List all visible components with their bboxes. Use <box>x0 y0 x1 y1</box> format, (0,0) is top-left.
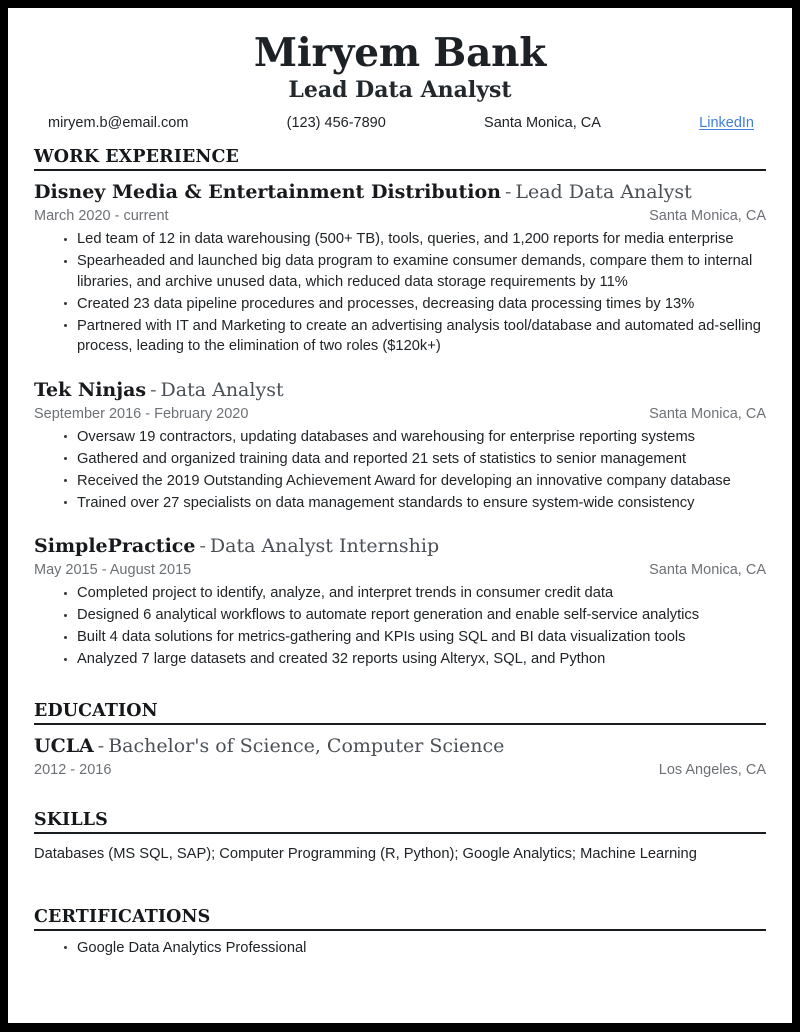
contact-linkedin-link[interactable]: LinkedIn <box>699 115 754 131</box>
list-item: Built 4 data solutions for metrics-gathering and KPIs using SQL and BI data visualization tools <box>64 627 766 648</box>
list-item: Designed 6 analytical workflows to automate report generation and enable self-service analytics <box>64 605 766 626</box>
list-item: Completed project to identify, analyze, and interpret trends in consumer credit data <box>64 583 766 604</box>
work-entry-dates: May 2015 - August 2015 <box>34 562 192 578</box>
section-heading-work-experience: WORK EXPERIENCE <box>34 147 766 171</box>
list-item: Oversaw 19 contractors, updating databases and warehousing for enterprise reporting systems <box>64 427 766 448</box>
work-entry-location: Santa Monica, CA <box>649 562 766 578</box>
section-education <box>34 701 766 780</box>
work-entry-title-line <box>34 534 766 559</box>
section-certifications <box>34 907 766 959</box>
contact-location: Santa Monica, CA <box>484 115 601 131</box>
list-item: Received the 2019 Outstanding Achievement Award for developing an innovative company database <box>64 471 766 492</box>
section-heading-education: EDUCATION <box>34 701 766 725</box>
work-entry-organization: SimplePractice <box>34 535 196 557</box>
list-item: Created 23 data pipeline procedures and processes, decreasing data processing times by 13% <box>64 294 766 315</box>
work-entry <box>34 534 766 670</box>
work-entry-separator: - <box>504 181 512 203</box>
section-work-experience <box>34 147 766 670</box>
list-item: Trained over 27 specialists on data management standards to ensure system-wide consistency <box>64 493 766 514</box>
education-entry-dates: 2012 - 2016 <box>34 761 112 778</box>
list-item: Led team of 12 in data warehousing (500+ TB), tools, queries, and 1,200 reports for media enterprise <box>64 229 766 250</box>
education-entry-title-line <box>34 734 766 759</box>
work-entry-location: Santa Monica, CA <box>649 405 766 422</box>
list-item: Google Data Analytics Professional <box>64 938 766 959</box>
work-entry-organization: Disney Media & Entertainment Distribution <box>34 181 501 203</box>
work-entry-role: Lead Data Analyst <box>515 181 692 203</box>
work-entry-role: Data Analyst <box>160 378 284 401</box>
work-entry-title-line <box>34 378 766 403</box>
education-entry-separator: - <box>97 734 105 757</box>
education-entry <box>34 734 766 780</box>
work-entry-title-line <box>34 180 766 205</box>
work-entry-separator: - <box>199 535 206 557</box>
education-entry-location: Los Angeles, CA <box>658 761 766 778</box>
work-entry-meta <box>34 404 766 424</box>
work-entry-bullets <box>34 229 766 357</box>
contact-phone[interactable]: (123) 456-7890 <box>286 115 386 131</box>
work-entry-meta <box>34 206 766 226</box>
skills-list-text: Databases (MS SQL, SAP); Computer Programming (R, Python); Google Analytics; Machine Learning <box>34 845 697 862</box>
header-job-title: Lead Data Analyst <box>288 77 512 103</box>
certifications-bullets <box>34 938 766 959</box>
work-entry <box>34 180 766 357</box>
work-entry-dates: March 2020 - current <box>34 208 169 224</box>
work-entry-location: Santa Monica, CA <box>649 208 766 224</box>
resume-page <box>8 8 792 1023</box>
education-entry-meta <box>34 760 766 780</box>
contact-row <box>34 115 766 131</box>
list-item: Spearheaded and launched big data program to examine consumer demands, compare them to internal libraries, and archive unused data, which reduced data storage requirements by 11% <box>64 251 766 292</box>
work-entry-organization: Tek Ninjas <box>34 378 147 401</box>
list-item: Partnered with IT and Marketing to create an advertising analysis tool/database and automated ad-selling process, leading to the elimination of two roles ($120k+) <box>64 316 766 357</box>
work-entry <box>34 378 766 514</box>
work-entry-dates: September 2016 - February 2020 <box>34 405 249 422</box>
resume-header <box>34 30 766 131</box>
contact-email[interactable]: miryem.b@email.com <box>48 115 189 131</box>
education-entry-degree: Bachelor's of Science, Computer Science <box>108 734 505 757</box>
work-entry-bullets <box>34 427 766 514</box>
section-heading-skills: SKILLS <box>34 810 766 834</box>
work-entry-meta <box>34 560 766 580</box>
work-entry-role: Data Analyst Internship <box>209 535 440 557</box>
section-heading-certifications: CERTIFICATIONS <box>34 907 766 931</box>
work-entry-bullets <box>34 583 766 670</box>
page-title: Miryem Bank <box>253 30 547 76</box>
list-item: Gathered and organized training data and reported 21 sets of statistics to senior management <box>64 449 766 470</box>
work-entry-separator: - <box>150 378 157 401</box>
list-item: Analyzed 7 large datasets and created 32 reports using Alteryx, SQL, and Python <box>64 649 766 670</box>
section-skills <box>34 810 766 865</box>
education-entry-school: UCLA <box>34 734 94 757</box>
